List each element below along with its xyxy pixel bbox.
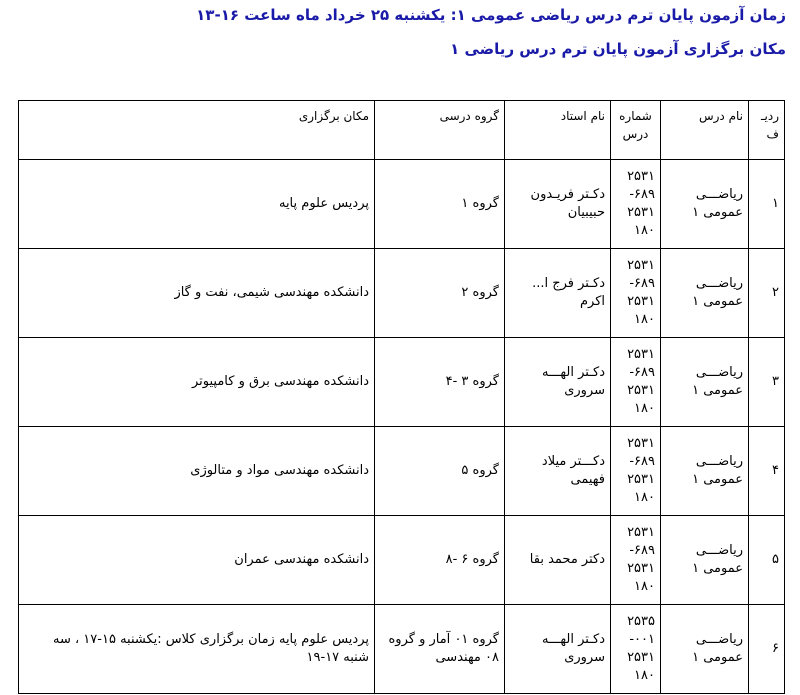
course-number: ۲۵۳۱ ۶۸۹- ۲۵۳۱ ۱۸۰ [611,427,661,516]
table-header-row [19,101,785,160]
table-row [19,160,785,249]
instructor-name: دکـتر فرج ا... اکرم [505,249,611,338]
course-number: ۲۵۳۱ ۶۸۹- ۲۵۳۱ ۱۸۰ [611,160,661,249]
exam-location: پردیس علوم پایه [19,160,375,249]
exam-location: دانشکده مهندسی شیمی، نفت و گاز [19,249,375,338]
table-row [19,249,785,338]
header-group: گروه درسی [375,101,505,160]
instructor-name: دکـتر الهـــه سروری [505,338,611,427]
row-number: ۲ [749,249,785,338]
course-group: گروه ۳ -۴ [375,338,505,427]
course-name: ریاضـــی عمومی ۱ [661,427,749,516]
course-name: ریاضـــی عمومی ۱ [661,249,749,338]
header-course-number: شماره درس [611,101,661,160]
table-row [19,338,785,427]
header-instructor: نام استاد [505,101,611,160]
exam-location-heading: مکان برگزاری آزمون پایان ترم درس ریاضی ۱ [450,40,786,58]
instructor-name: دکـــتر میلاد فهیمی [505,427,611,516]
header-location: مکان برگزاری [19,101,375,160]
course-group: گروه ۱ [375,160,505,249]
row-number: ۱ [749,160,785,249]
course-group: گروه ۰۱ آمار و گروه ۰۸ مهندسی [375,605,505,694]
header-row-number: ردیـ ف [749,101,785,160]
row-number: ۶ [749,605,785,694]
course-number: ۲۵۳۱ ۶۸۹- ۲۵۳۱ ۱۸۰ [611,516,661,605]
table-row [19,605,785,694]
course-group: گروه ۲ [375,249,505,338]
course-group: گروه ۵ [375,427,505,516]
course-number: ۲۵۳۱ ۶۸۹- ۲۵۳۱ ۱۸۰ [611,338,661,427]
exam-location: پردیس علوم پایه زمان برگزاری کلاس :یکشنبه ۱۵-۱۷ ، سه شنبه ۱۷-۱۹ [19,605,375,694]
instructor-name: دکـتر الهـــه سروری [505,605,611,694]
instructor-name: دکتر محمد بقا [505,516,611,605]
course-name: ریاضـــی عمومی ۱ [661,516,749,605]
course-group: گروه ۶ -۸ [375,516,505,605]
instructor-name: دکـتر فریـدون حبیبیان [505,160,611,249]
course-name: ریاضـــی عمومی ۱ [661,605,749,694]
exam-schedule-table [18,100,785,694]
row-number: ۵ [749,516,785,605]
exam-location: دانشکده مهندسی مواد و متالوژی [19,427,375,516]
table-row [19,516,785,605]
table-row [19,427,785,516]
exam-location: دانشکده مهندسی عمران [19,516,375,605]
course-name: ریاضـــی عمومی ۱ [661,160,749,249]
course-name: ریاضـــی عمومی ۱ [661,338,749,427]
header-course-name: نام درس [661,101,749,160]
exam-location: دانشکده مهندسی برق و کامپیوتر [19,338,375,427]
row-number: ۳ [749,338,785,427]
exam-time-heading: زمان آزمون پایان ترم درس ریاضی عمومی ۱: یکشنبه ۲۵ خرداد ماه ساعت ۱۶-۱۳ [196,6,786,24]
row-number: ۴ [749,427,785,516]
course-number: ۲۵۳۵ ۰۰۱- ۲۵۳۱ ۱۸۰ [611,605,661,694]
course-number: ۲۵۳۱ ۶۸۹- ۲۵۳۱ ۱۸۰ [611,249,661,338]
